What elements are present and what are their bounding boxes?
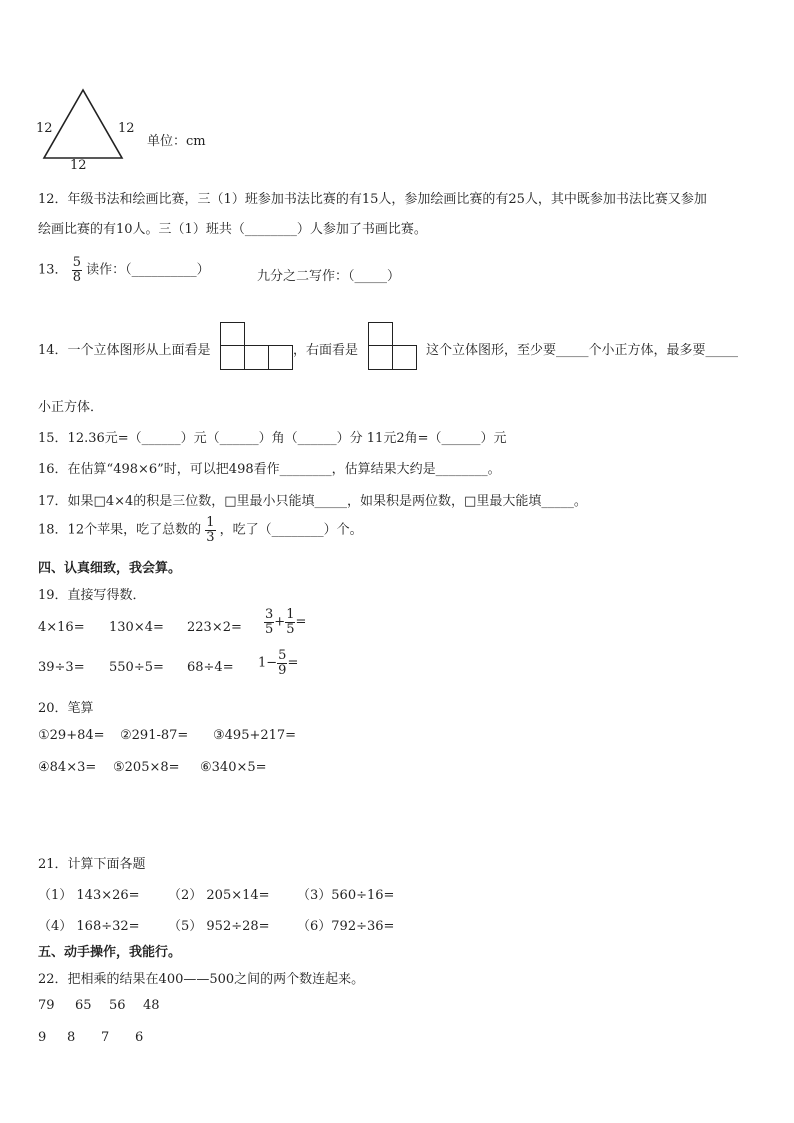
right-view-figure — [368, 322, 418, 370]
minuend: 1− — [258, 655, 278, 671]
fraction-numerator: 5 — [72, 255, 81, 270]
number-item[interactable]: 79 — [38, 998, 55, 1013]
number-item[interactable]: 7 — [101, 1030, 110, 1045]
top-view-cell — [220, 345, 245, 370]
right-view-cell — [368, 322, 393, 346]
fraction-denominator: 3 — [206, 529, 215, 545]
fraction-one-third — [205, 516, 215, 544]
fraction-sum — [264, 608, 306, 636]
fraction-a — [264, 608, 274, 636]
triangle-side-bottom: 12 — [70, 158, 87, 173]
written-calc-item: ②291-87= — [120, 728, 189, 743]
question-13-number: 13． — [38, 262, 68, 278]
top-view-cell — [268, 345, 293, 370]
number-item[interactable]: 6 — [135, 1030, 144, 1045]
plus-sign: + — [274, 614, 286, 630]
question-14-part3: 这个立体图形，至少要_____个小正方体，最多要_____ — [426, 343, 739, 358]
question-21-title: 21．计算下面各题 — [38, 857, 146, 872]
written-calc-item: ⑤205×8= — [113, 760, 180, 775]
top-view-cell — [220, 322, 245, 346]
section-4-heading: 四、认真细致，我会算。 — [38, 561, 182, 576]
number-item[interactable]: 65 — [75, 998, 92, 1013]
written-calc-item: ③495+217= — [213, 728, 297, 743]
written-calc-item: ①29+84= — [38, 728, 105, 743]
calc-item: （2） 205×14= — [168, 888, 270, 903]
fraction-numerator: 3 — [265, 607, 274, 622]
question-12-line2: 绘画比赛的有10人。三（1）班共（________）人参加了书画比赛。 — [38, 222, 427, 237]
equals-sign: = — [287, 655, 299, 671]
top-view-figure — [220, 322, 294, 370]
calc-item: 130×4= — [109, 620, 164, 635]
fraction-b — [285, 608, 295, 636]
calc-item: 39÷3= — [38, 660, 85, 675]
question-13 — [38, 256, 210, 284]
question-22-title: 22．把相乘的结果在400——500之间的两个数连起来。 — [38, 972, 365, 987]
fraction-numerator: 5 — [278, 648, 287, 663]
written-calc-item: ④84×3= — [38, 760, 97, 775]
calc-item: （3）560÷16= — [297, 888, 395, 903]
written-calc-item: ⑥340×5= — [200, 760, 267, 775]
question-20-title: 20．笔算 — [38, 701, 94, 716]
question-13-part2: 九分之二写作：（_____） — [257, 269, 401, 284]
fraction-denominator: 5 — [265, 621, 274, 637]
question-14-line2: 小正方体． — [38, 400, 104, 415]
calc-item: （1） 143×26= — [38, 888, 140, 903]
right-view-cell — [392, 345, 417, 370]
fraction-five-ninths — [277, 649, 287, 677]
calc-item: 223×2= — [187, 620, 242, 635]
triangle-side-right: 12 — [118, 121, 135, 136]
unit-label: 单位：cm — [147, 134, 206, 149]
calc-item: （6）792÷36= — [297, 919, 395, 934]
number-item[interactable]: 56 — [109, 998, 126, 1013]
number-item[interactable]: 48 — [143, 998, 160, 1013]
fraction-denominator: 5 — [286, 621, 295, 637]
triangle-figure — [32, 86, 232, 176]
question-12-line1: 12．年级书法和绘画比赛，三（1）班参加书法比赛的有15人，参加绘画比赛的有25人，其中既参加书法比赛又参加 — [38, 192, 707, 207]
calc-item: 68÷4= — [187, 660, 234, 675]
fraction-five-eighths — [72, 256, 82, 284]
number-item[interactable]: 8 — [67, 1030, 76, 1045]
right-view-cell — [368, 345, 393, 370]
fraction-numerator: 1 — [206, 515, 215, 530]
question-18-part1: 18．12个苹果，吃了总数的 — [38, 522, 202, 538]
top-view-cell — [244, 345, 269, 370]
question-15: 15．12.36元=（______）元（______）角（______）分 11元2角=（______）元 — [38, 431, 507, 446]
calc-item: 550÷5= — [109, 660, 164, 675]
question-13-part1: 读作：（__________） — [86, 262, 210, 278]
equals-sign: = — [295, 614, 307, 630]
question-16: 16．在估算“498×6”时，可以把498看作________，估算结果大约是________。 — [38, 462, 501, 477]
fraction-numerator: 1 — [286, 607, 295, 622]
calc-item: 4×16= — [38, 620, 85, 635]
question-19-title: 19．直接写得数． — [38, 588, 146, 603]
fraction-denominator: 9 — [278, 662, 287, 678]
fraction-denominator: 8 — [72, 269, 81, 285]
calc-item: （4） 168÷32= — [38, 919, 140, 934]
triangle-side-left: 12 — [36, 121, 53, 136]
question-17: 17．如果□4×4的积是三位数，□里最小只能填_____，如果积是两位数，□里最大能填_____。 — [38, 494, 587, 509]
calc-item: （5） 952÷28= — [168, 919, 270, 934]
fraction-difference — [258, 649, 298, 677]
question-14-part1: 14．一个立体图形从上面看是 — [38, 343, 211, 358]
number-item[interactable]: 9 — [38, 1030, 47, 1045]
question-18-part2: ，吃了（________）个。 — [219, 522, 363, 538]
question-14-part2: ，右面看是 — [293, 343, 359, 358]
section-5-heading: 五、动手操作，我能行。 — [38, 945, 182, 960]
question-18 — [38, 516, 363, 544]
